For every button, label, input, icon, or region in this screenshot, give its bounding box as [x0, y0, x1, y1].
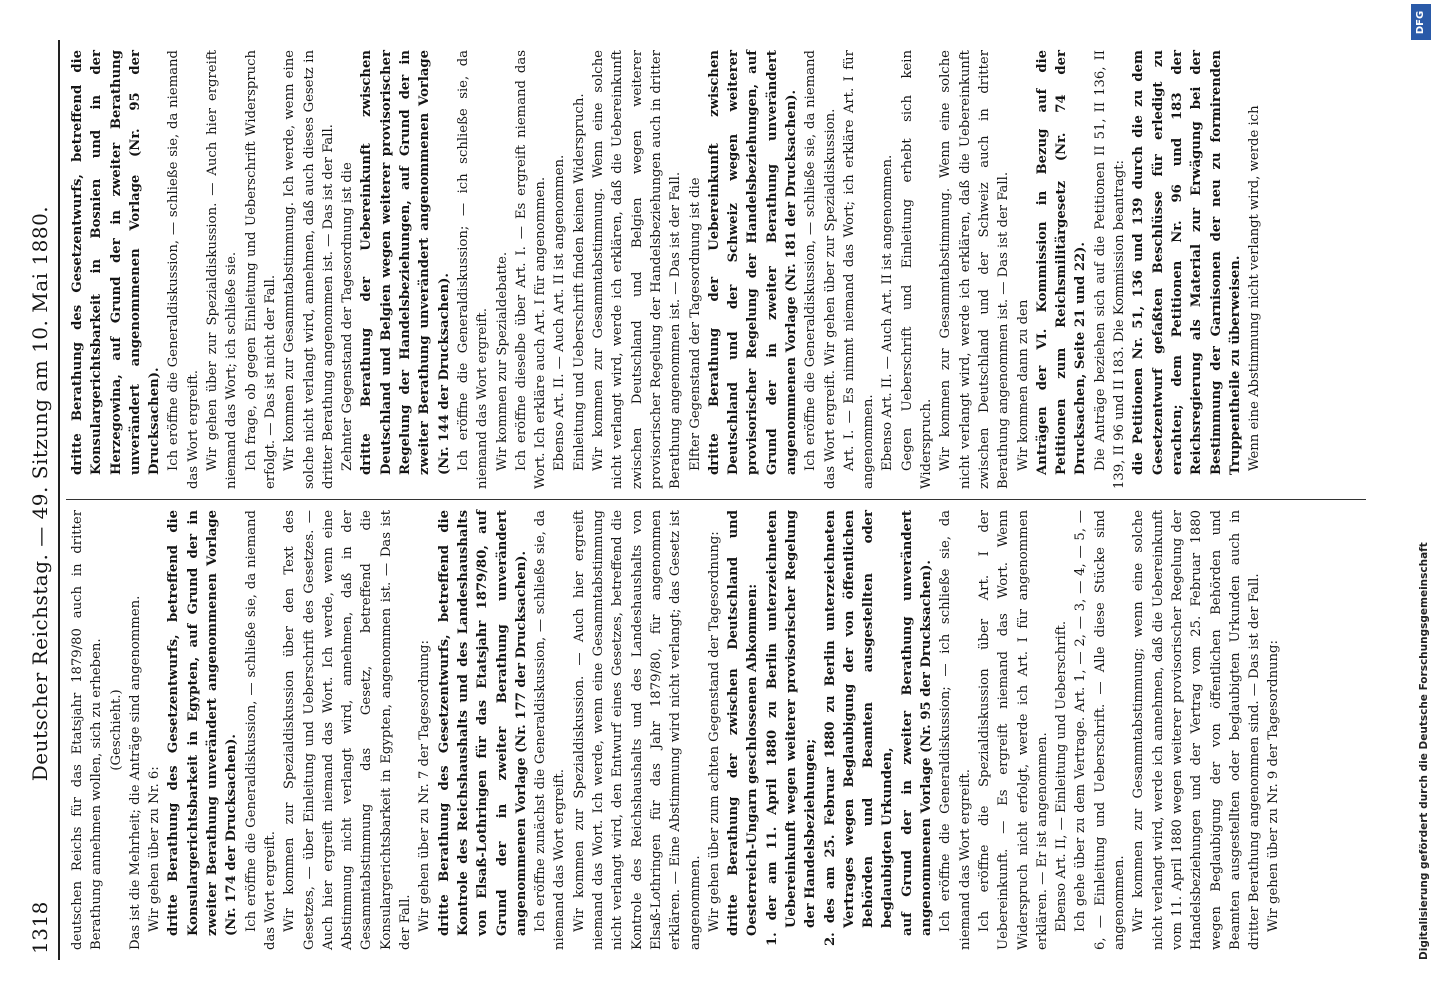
text-columns [66, 40, 1366, 960]
paragraph: Wir kommen dann zu den [1015, 299, 1031, 471]
dfg-logo [1411, 4, 1431, 40]
paragraph: dritte Berathung der Uebereinkunft zwischen Deutschland und der Schweiz wegen weiterer provisorischer Regelung der Handelsbeziehungen, auf Grund der in zweiter Berathung unverändert angenommenen Vorlage (Nr. 181 der Drucksachen). [706, 50, 799, 475]
paragraph: Ich eröffne die Generaldiskussion; — ich schließe sie, da niemand das Wort ergreift. [938, 510, 973, 950]
paragraph: die Petitionen Nr. 51, 136 und 139 durch die zu dem Gesetzentwurf gefaßten Beschlüsse für erledigt zu erachten; dem Petitionen Nr. 96 und 183 der Reichsregierung als Material zur Erwägung bei der Bestimmung der Garnisonen der neu zu formirenden Truppentheile zu überweisen. [1131, 50, 1243, 475]
paragraph: (Geschieht.) [108, 689, 124, 771]
running-title: Deutscher Reichstag. — 49. Sitzung am 10. Mai 1880. [28, 205, 52, 782]
paragraph: Das ist die Mehrheit; die Anträge sind angenommen. [127, 595, 143, 950]
paragraph: Ich gehe über zu dem Vertrage. Art. 1, — 2, — 3, — 4, — 5, — 6, — Einleitung und Ueberschrift. — Alle diese Stücke sind angenommen. [1073, 510, 1128, 950]
paragraph: Ich eröffne dieselbe über Art. I. — Es ergreift niemand das Wort. Ich erkläre auch Art. I für angenommen. [513, 50, 549, 489]
paragraph: Wir gehen über zu Nr. 9 der Tagesordnung: [1266, 640, 1282, 932]
paragraph: dritte Berathung des Gesetzentwurfs, betreffend die Konsulargerichtsbarkeit in Egypten, auf Grund der in zweiter Berathung unverändert angenommenen Vorlage (Nr. 174 der Drucksachen). [166, 510, 240, 936]
paragraph: Wir gehen über zur Spezialdiskussion. — Auch hier ergreift niemand das Wort; ich schließe sie. [205, 50, 240, 489]
paragraph: Wir gehen über zum achten Gegenstand der Tagesordnung: [706, 531, 722, 932]
paragraph: dritte Berathung der zwischen Deutschland und Oesterreich-Ungarn geschlossenen Abkommen: [726, 510, 761, 936]
paragraph: Wir kommen zur Spezialdiskussion. — Auch hier ergreift niemand das Wort. Ich werde, wenn eine Gesammtabstimmung nicht verlangt wird, den Entwurf eines Gesetzes, betreffend die Kontrole des Reichshaushalts und des Landeshaushalts von Elsaß-Lothringen für das Jahr 1879/80, für angenommen erklären. — Eine Abstimmung wird nicht verlangt; das Gesetz ist angenommen. [571, 510, 703, 950]
digitization-credit-text: Digitalisierung gefördert durch die Deutsche Forschungsgemeinschaft [1418, 542, 1430, 960]
paragraph: Anträgen der VI. Kommission in Bezug auf die Petitionen zum Reichsmilitärgesetz (Nr. 74 der Drucksachen, Seite 21 und 22). [1034, 50, 1089, 475]
paragraph: Ebenso Art. II. — Auch Art. II ist angenommen. [552, 154, 568, 471]
paragraph: Ich eröffne zunächst die Generaldiskussion, — schließe sie, da niemand das Wort ergreift. [533, 510, 568, 950]
paragraph: 2. des am 25. Februar 1880 zu Berlin unterzeichneten Vertrages wegen Beglaubigung der von öffentlichen Behörden und Beamten ausgestellten oder beglaubigten Urkunden, [822, 510, 896, 946]
paragraph: dritte Berathung der Uebereinkunft zwischen Deutschland und Belgien wegen weiterer provisorischer Regelung der Handelsbeziehungen, auf Grund der in zweiter Berathung unverändert angenommenen Vorlage (Nr. 144 der Drucksachen). [359, 50, 452, 475]
header-rule [58, 40, 60, 960]
page-number: 1318 [28, 901, 52, 954]
left-column [66, 500, 1366, 960]
right-column [66, 40, 1366, 500]
paragraph: Ich eröffne die Generaldiskussion; — ich schließe sie, da niemand das Wort ergreift. [455, 50, 491, 489]
paragraph: dritte Berathung des Gesetzentwurfs, betreffend die Kontrole des Reichshaushalts und des Landeshaushalts von Elsaß-Lothringen für das Etatsjahr 1879/80, auf Grund der in zweiter Berathung unverändert angenommenen Vorlage (Nr. 177 der Drucksachen). [436, 510, 529, 936]
paragraph: Ich eröffne die Spezialdiskussion über Art. I der Uebereinkunft. — Es ergreift niemand das Wort. Wenn Widerspruch nicht erfolgt, werde ich Art. I für angenommen erklären. — Er ist angenommen. [976, 510, 1050, 950]
paragraph: Art. I. — Es nimmt niemand das Wort; ich erkläre Art. I für angenommen. [841, 50, 877, 489]
paragraph: Wir kommen zur Gesammtabstimmung; wenn eine solche nicht verlangt wird, werde ich annehmen, daß die Uebereinkunft vom 11. April 1880 wegen weiterer provisorischer Regelung der Handelsbeziehungen und der Vertrag vom 25. Februar 1880 wegen Beglaubigung der von öffentlichen Behörden und Beamten ausgestellten oder beglaubigten Urkunden auch in dritter Berathung angenommen sind. — Das ist der Fall. [1131, 510, 1263, 950]
paragraph: dritte Berathung des Gesetzentwurfs, betreffend die Konsulargerichtsbarkeit in Bosnien und in der Herzegowina, auf Grund der in zweiter Berathung unverändert angenommenen Vorlage (Nr. 95 der Drucksachen). [70, 50, 163, 475]
paragraph: Ich eröffne die Generaldiskussion, — schließe sie, da niemand das Wort ergreift. [243, 510, 278, 950]
paragraph: Einleitung und Ueberschrift finden keinen Widerspruch. [571, 93, 587, 471]
digitization-credit [1410, 0, 1432, 1000]
dfg-logo-text: DFG [1415, 10, 1427, 34]
paragraph: Ich frage, ob gegen Einleitung und Ueberschrift Widerspruch erfolgt. — Das ist nicht der Fall. [243, 50, 278, 489]
paragraph: auf Grund der in zweiter Berathung unverändert angenommenen Vorlage (Nr. 95 der Drucksachen). [899, 510, 935, 936]
paragraph: Ebenso Art. II. — Auch Art. II ist angenommen. [880, 154, 896, 471]
paragraph: Wir kommen zur Gesammtabstimmung. Wenn eine solche nicht verlangt wird, werde ich erklären, daß die Uebereinkunft zwischen Deutschland und Belgien wegen weiterer provisorischer Regelung der Handelsbeziehungen auch in dritter Berathung angenommen ist. — Das ist der Fall. [591, 50, 684, 489]
page-header [28, 40, 58, 960]
paragraph: Wir kommen zur Spezialdiskussion über den Text des Gesetzes, — über Einleitung und Ueberschrift des Gesetzes. — Auch hier ergreift niemand das Wort. Ich werde, wenn eine Abstimmung nicht verlangt wird, annehmen, daß in der Gesammtabstimmung das Gesetz, betreffend die Konsulargerichtsbarkeit in Egypten, angenommen ist. — Das ist der Fall. [282, 510, 414, 950]
paragraph: Wir gehen über zu Nr. 7 der Tagesordnung: [417, 640, 433, 932]
paragraph: Wir kommen zur Spezialdebatte. [494, 251, 510, 471]
paragraph: Die Anträge beziehen sich auf die Petitionen II 51, II 136, II 139, II 96 und II 183. Die Kommission beantragt: [1092, 50, 1128, 489]
paragraph: Ich eröffne die Generaldiskussion, — schließe sie, da niemand das Wort ergreift. [166, 50, 201, 489]
paragraph: Wir kommen zur Gesammtabstimmung. Ich werde, wenn eine solche nicht verlangt wird, annehmen, daß auch dieses Gesetz in dritter Berathung angenommen ist. — Das ist der Fall. [282, 50, 336, 489]
paragraph: deutschen Reichs für das Etatsjahr 1879/80 auch in dritter Berathung annehmen wollen, sich zu erheben. [70, 510, 105, 950]
paragraph: Wir kommen zur Gesammtabstimmung. Wenn eine solche nicht verlangt wird, werde ich erklären, daß die Uebereinkunft zwischen Deutschland und der Schweiz auch in dritter Berathung angenommen ist. — Das ist der Fall. [938, 50, 1012, 489]
paragraph: Wenn eine Abstimmung nicht verlangt wird, werde ich [1247, 105, 1263, 471]
paragraph: Ebenso Art. II, — Einleitung und Ueberschrift. [1054, 620, 1070, 932]
paragraph: Wir gehen über zu Nr. 6: [147, 766, 163, 932]
paragraph: Elfter Gegenstand der Tagesordnung ist die [687, 177, 703, 471]
paragraph: Ich eröffne die Generaldiskussion, — schließe sie, da niemand das Wort ergreift. Wir gehen über zur Spezialdiskussion. [803, 50, 838, 489]
paragraph: Gegen Ueberschrift und Einleitung erhebt sich kein Widerspruch. [899, 50, 935, 489]
paragraph: Zehnter Gegenstand der Tagesordnung ist die [340, 162, 356, 471]
paragraph: 1. der am 11. April 1880 zu Berlin unterzeichneten Uebereinkunft wegen weiterer provisorischer Regelung der Handelsbeziehungen; [764, 510, 819, 946]
